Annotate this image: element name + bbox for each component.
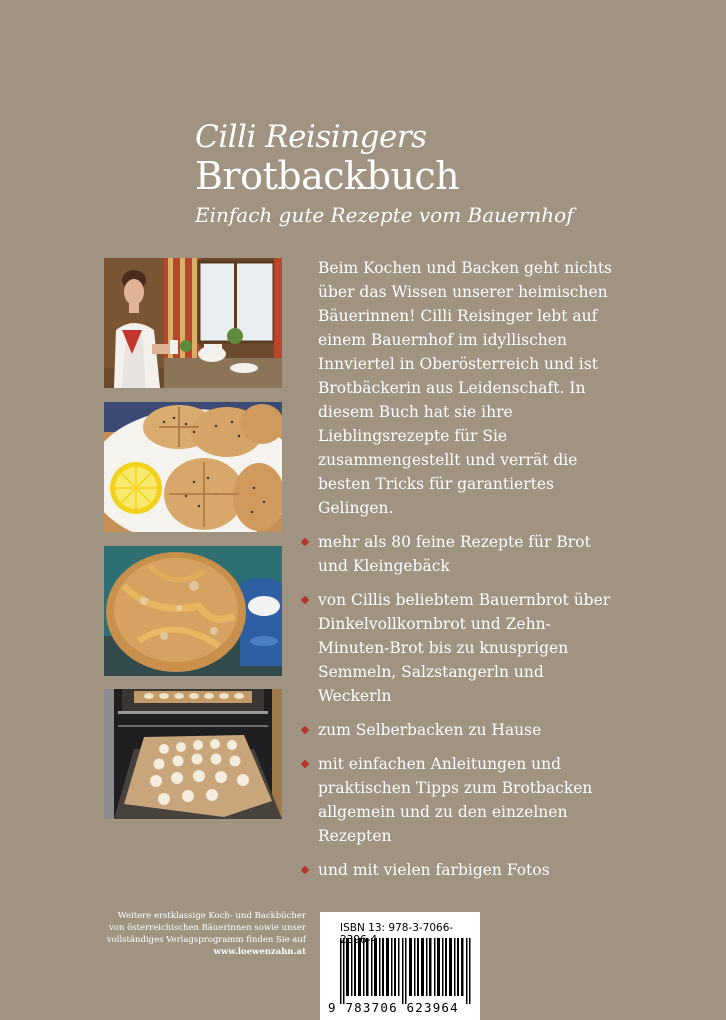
diamond-bullet-icon [301, 866, 309, 874]
feature-item: zum Selberbacken zu Hause [318, 718, 618, 742]
photo-farmhouse-loaf [104, 546, 282, 676]
photo-oven-trays [104, 689, 282, 819]
photo-baker-kitchen [104, 258, 282, 388]
feature-item: mit einfachen Anleitungen und praktischen Tipps zum Brotbacken allgemein und zu den einzelnen Rezepten [318, 752, 618, 848]
publisher-note-text: Weitere erstklassige Koch- und Backbücher von österreichischen Bäuerinnen sowie unser vollständiges Verlagsprogramm finden Sie auf [106, 911, 306, 945]
feature-item: und mit vielen farbigen Fotos [318, 858, 618, 882]
isbn-label: ISBN 13: 978-3-7066- 396-4 [340, 922, 454, 946]
diamond-bullet-icon [301, 760, 309, 768]
diamond-bullet-icon [301, 726, 309, 734]
ean-digits: 9 783706 623964 [328, 1000, 459, 1015]
publisher-note [100, 910, 306, 958]
diamond-bullet-icon [301, 538, 309, 546]
author-title: Cilli Reisingers [195, 119, 427, 155]
barcode-icon [340, 938, 472, 1004]
intro-paragraph: Beim Kochen und Backen geht nichts über das Wissen unserer heimischen Bäuerinnen! Cilli Reisinger lebt auf einem Bauernhof im idyllischen Innviertel in Oberösterreich und ist Brotbäckerin aus Leidenschaft. In diesem Buch hat sie ihre Lieblingsrezepte für Sie zusammengestellt und verrät die besten Tricks für garantiertes Gelingen. [318, 259, 613, 517]
feature-item: mehr als 80 feine Rezepte für Brot und Kleingebäck [318, 530, 618, 578]
publisher-url-link[interactable]: www.loewenzahn.at [213, 947, 306, 957]
photo-bread-rolls [104, 402, 282, 532]
description-copy [318, 256, 618, 892]
book-title: Brotbackbuch [195, 154, 460, 198]
book-subtitle: Einfach gute Rezepte vom Bauernhof [195, 203, 574, 227]
barcode-box [320, 912, 480, 1020]
diamond-bullet-icon [301, 596, 309, 604]
feature-list [318, 530, 618, 882]
feature-item: von Cillis beliebtem Bauernbrot über Dinkelvollkornbrot und Zehn-Minuten-Brot bis zu knusprigen Semmeln, Salzstangerln und Weckerln [318, 588, 618, 708]
title-block [195, 118, 695, 230]
